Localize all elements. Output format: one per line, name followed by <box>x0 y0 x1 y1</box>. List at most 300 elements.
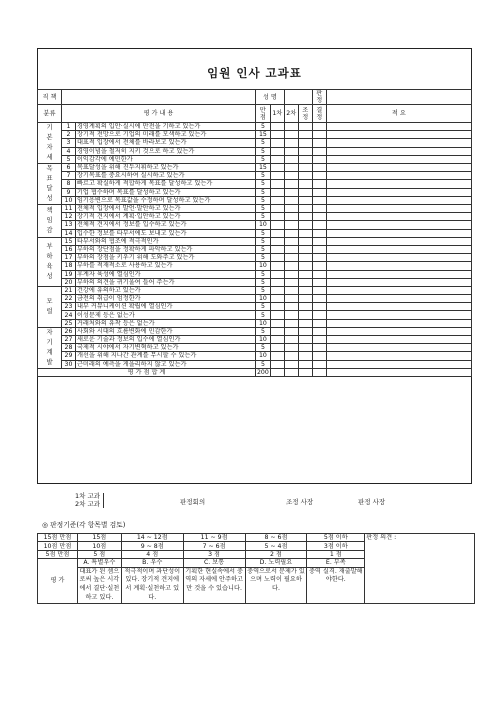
decision-score[interactable] <box>312 262 326 270</box>
item-text: 금전의 취급이 엄정한가 <box>75 295 255 303</box>
decision-score[interactable] <box>312 245 326 253</box>
item-number: 2 <box>61 131 75 139</box>
decision-score[interactable] <box>312 319 326 327</box>
first-score[interactable] <box>270 139 284 147</box>
first-score[interactable] <box>270 336 284 344</box>
remarks-cell[interactable] <box>326 196 471 204</box>
first-score[interactable] <box>270 245 284 253</box>
item-number: 24 <box>61 311 75 319</box>
remarks-cell[interactable] <box>326 205 471 213</box>
remarks-cell[interactable] <box>326 123 471 131</box>
total-remarks[interactable] <box>326 368 471 376</box>
full-score: 5 <box>256 188 271 196</box>
remarks-cell[interactable] <box>326 278 471 286</box>
remarks-cell[interactable] <box>326 229 471 237</box>
category-cell: 목표달성 <box>38 164 62 205</box>
council-label: 판정회의 <box>180 498 206 506</box>
adjust-score[interactable] <box>298 131 312 139</box>
table-row <box>38 205 472 213</box>
full-score: 5 <box>256 172 271 180</box>
grade-cell: E. 부족 <box>307 559 365 567</box>
item-text: 입수한 정보를 타부서에도 보내고 있는가 <box>75 229 255 237</box>
second-score[interactable] <box>284 327 298 335</box>
description-cell: 적극적이며 과단성이 있다. 장기적 견지에서 계획·실천하고 있다. <box>121 567 183 603</box>
adjust-score[interactable] <box>298 303 312 311</box>
criteria-cell: 1 점 <box>307 550 365 558</box>
first-score[interactable] <box>270 123 284 131</box>
adjust-score[interactable] <box>298 295 312 303</box>
first-score[interactable] <box>270 172 284 180</box>
decision-score[interactable] <box>312 344 326 352</box>
second-score[interactable] <box>284 303 298 311</box>
table-row <box>38 278 472 286</box>
criteria-cell: 10점 <box>77 542 121 550</box>
judgment-value[interactable] <box>326 90 471 105</box>
second-score[interactable] <box>284 180 298 188</box>
full-score: 5 <box>256 147 271 155</box>
first-score[interactable] <box>270 278 284 286</box>
adjust-score[interactable] <box>298 311 312 319</box>
adjust-score[interactable] <box>298 205 312 213</box>
adjust-score[interactable] <box>298 270 312 278</box>
first-score[interactable] <box>270 319 284 327</box>
name-label: 성 명 <box>256 90 285 105</box>
second-score[interactable] <box>284 336 298 344</box>
decision-score[interactable] <box>312 221 326 229</box>
criteria-cell: 8 ~ 6점 <box>245 534 307 542</box>
table-row <box>38 344 472 352</box>
adjust-score[interactable] <box>298 352 312 360</box>
table-row <box>38 352 472 360</box>
name-value[interactable] <box>284 90 312 105</box>
item-number: 30 <box>61 360 75 368</box>
item-text: 사회와 시대의 흐름변화에 민감한가 <box>75 327 255 335</box>
full-score: 10 <box>256 336 271 344</box>
second-score[interactable] <box>284 155 298 163</box>
criteria-row <box>38 534 475 542</box>
criteria-cell: 9 ~ 8점 <box>121 542 183 550</box>
remarks-cell[interactable] <box>326 155 471 163</box>
remarks-cell[interactable] <box>326 213 471 221</box>
category-cell: 책임감 <box>38 205 62 238</box>
table-row <box>38 237 472 245</box>
item-text: 경영계획의 입안·실시에 만전을 기하고 있는가 <box>75 123 255 131</box>
item-number: 19 <box>61 270 75 278</box>
full-score: 5 <box>256 278 271 286</box>
first-score[interactable] <box>270 286 284 294</box>
full-score: 5 <box>256 196 271 204</box>
second-score[interactable] <box>284 344 298 352</box>
adjust-score[interactable] <box>298 254 312 262</box>
decision-score[interactable] <box>312 131 326 139</box>
adjust-score[interactable] <box>298 319 312 327</box>
second-score[interactable] <box>284 245 298 253</box>
item-text: 부하를 적재적소로 사용하고 있는가 <box>75 262 255 270</box>
criteria-cell: 3 점 <box>183 550 245 558</box>
remarks-cell[interactable] <box>326 303 471 311</box>
remarks-cell[interactable] <box>326 245 471 253</box>
description-cell: 기획한 현실속에서 중역의 자세에 안주하고 만 것을 수 있습니다. <box>183 567 245 603</box>
second-score[interactable] <box>284 205 298 213</box>
total-score: 200 <box>257 368 269 376</box>
decision-score[interactable] <box>312 237 326 245</box>
first-score[interactable] <box>270 164 284 172</box>
eval-label: 평 가 <box>38 559 78 604</box>
remarks-cell[interactable] <box>326 311 471 319</box>
second-score[interactable] <box>284 311 298 319</box>
remarks-cell[interactable] <box>326 139 471 147</box>
table-row <box>38 123 472 131</box>
first-score[interactable] <box>270 237 284 245</box>
total-row <box>38 368 472 376</box>
full-score: 15 <box>256 131 271 139</box>
full-score: 10 <box>256 352 271 360</box>
table-row <box>38 155 472 163</box>
remarks-cell[interactable] <box>326 352 471 360</box>
first-score[interactable] <box>270 229 284 237</box>
table-row <box>38 245 472 253</box>
table-row <box>38 311 472 319</box>
adjust-score[interactable] <box>298 245 312 253</box>
full-score: 10 <box>256 262 271 270</box>
full-score: 5 <box>256 344 271 352</box>
first-score[interactable] <box>270 221 284 229</box>
full-score: 5 <box>256 180 271 188</box>
first-score[interactable] <box>270 254 284 262</box>
decision-score[interactable] <box>312 352 326 360</box>
second-score[interactable] <box>284 270 298 278</box>
adjust-score[interactable] <box>298 286 312 294</box>
item-text: 부하의 장단점을 정확하게 파악하고 있는가 <box>75 245 255 253</box>
item-number: 16 <box>61 245 75 253</box>
first-score[interactable] <box>270 213 284 221</box>
item-number: 12 <box>61 213 75 221</box>
decision-score[interactable] <box>312 336 326 344</box>
item-text: 전체적 견지에서 정보를 입수하고 있는가 <box>75 221 255 229</box>
criteria-cell: 14 ~ 12점 <box>121 534 183 542</box>
total-decision[interactable] <box>312 368 326 376</box>
remarks-cell[interactable] <box>326 164 471 172</box>
adjust-score[interactable] <box>298 278 312 286</box>
remarks-cell[interactable] <box>326 180 471 188</box>
description-cell: 중역으로서 문제가 있으며 노력이 필요하다. <box>245 567 307 603</box>
remarks-cell[interactable] <box>326 327 471 335</box>
second-score[interactable] <box>284 139 298 147</box>
full-score: 15 <box>256 164 271 172</box>
decision-score[interactable] <box>312 155 326 163</box>
decision-score[interactable] <box>312 295 326 303</box>
item-text: 후계자 육성에 열심인가 <box>75 270 255 278</box>
item-number: 26 <box>61 327 75 335</box>
item-text: 장기목표를 중요시하여 실시하고 있는가 <box>75 172 255 180</box>
col-full-score: 만점 <box>256 105 271 123</box>
item-number: 21 <box>61 286 75 294</box>
table-row <box>38 360 472 368</box>
item-text: 장기적 전망으로 기업의 미래를 모색하고 있는가 <box>75 131 255 139</box>
item-text: 부하의 장점을 키우기 위해 도와주고 있는가 <box>75 254 255 262</box>
table-row <box>38 295 472 303</box>
decision-score[interactable] <box>312 147 326 155</box>
remarks-cell[interactable] <box>326 286 471 294</box>
first-score[interactable] <box>270 270 284 278</box>
first-score[interactable] <box>270 188 284 196</box>
table-row <box>38 270 472 278</box>
item-number: 10 <box>61 196 75 204</box>
first-score[interactable] <box>270 352 284 360</box>
col-remarks: 적 요 <box>326 105 471 123</box>
table-row <box>38 229 472 237</box>
criteria-table <box>37 533 475 604</box>
adjust-score[interactable] <box>298 123 312 131</box>
second-score[interactable] <box>284 188 298 196</box>
appraisal-table <box>37 89 472 377</box>
decision-score[interactable] <box>312 303 326 311</box>
opinion-label: 판정 의견 : <box>366 534 397 541</box>
item-number: 23 <box>61 303 75 311</box>
remarks-cell[interactable] <box>326 295 471 303</box>
table-row <box>38 139 472 147</box>
second-score[interactable] <box>284 213 298 221</box>
decision-score[interactable] <box>312 188 326 196</box>
second-score[interactable] <box>284 147 298 155</box>
decision-score[interactable] <box>312 164 326 172</box>
second-score[interactable] <box>284 295 298 303</box>
first-score[interactable] <box>270 360 284 368</box>
first-score[interactable] <box>270 155 284 163</box>
second-score[interactable] <box>284 352 298 360</box>
item-text: 국제적 시야에서 자기변혁하고 있는가 <box>75 344 255 352</box>
second-score[interactable] <box>284 196 298 204</box>
item-text: 새로운 기술과 정보의 입수에 열심인가 <box>75 336 255 344</box>
second-score[interactable] <box>284 229 298 237</box>
item-number: 11 <box>61 205 75 213</box>
adjust-score[interactable] <box>298 213 312 221</box>
remarks-cell[interactable] <box>326 344 471 352</box>
position-label: 직 책 <box>38 90 62 105</box>
full-score: 5 <box>256 270 271 278</box>
item-number: 5 <box>61 155 75 163</box>
criteria-cell: 3점 이하 <box>307 542 365 550</box>
full-score: 10 <box>256 221 271 229</box>
opinion-cell[interactable] <box>365 534 475 604</box>
first-score[interactable] <box>270 180 284 188</box>
remarks-cell[interactable] <box>326 188 471 196</box>
decision-score[interactable] <box>312 286 326 294</box>
item-text: 장기적 견지에서 계획·입안하고 있는가 <box>75 213 255 221</box>
first-score[interactable] <box>270 196 284 204</box>
adjust-score[interactable] <box>298 139 312 147</box>
total-first[interactable] <box>270 368 284 376</box>
criteria-cell: 15점 만점 <box>38 534 78 542</box>
full-score: 5 <box>256 237 271 245</box>
first-score[interactable] <box>270 303 284 311</box>
decision-score[interactable] <box>312 327 326 335</box>
decision-score[interactable] <box>312 311 326 319</box>
item-text: 타부서와의 협조에 적극적인가 <box>75 237 255 245</box>
adjust-score[interactable] <box>298 360 312 368</box>
grade-cell: A. 특별우수 <box>77 559 121 567</box>
total-second[interactable] <box>284 368 298 376</box>
first-score[interactable] <box>270 262 284 270</box>
col-first: 1차 <box>270 105 284 123</box>
item-text: 목표달성을 위해 진두지휘하고 있는가 <box>75 164 255 172</box>
full-score: 5 <box>256 286 271 294</box>
judge-label: 판정 사장 <box>358 498 386 506</box>
item-text: 이익감각에 예민한가 <box>75 155 255 163</box>
item-number: 14 <box>61 229 75 237</box>
adjust-score[interactable] <box>298 327 312 335</box>
adjust-score[interactable] <box>298 155 312 163</box>
full-score: 5 <box>256 213 271 221</box>
adjust-score[interactable] <box>298 180 312 188</box>
second-score[interactable] <box>284 262 298 270</box>
item-text: 건강에 유의하고 있는가 <box>75 286 255 294</box>
second-score[interactable] <box>284 254 298 262</box>
first-score[interactable] <box>270 311 284 319</box>
remarks-cell[interactable] <box>326 131 471 139</box>
full-score: 10 <box>256 319 271 327</box>
item-number: 7 <box>61 172 75 180</box>
item-text: 거래처와의 유착 등은 없는가 <box>75 319 255 327</box>
adjust-score[interactable] <box>298 164 312 172</box>
page-title: 임원 인사 고과표 <box>207 66 302 80</box>
full-score: 5 <box>256 311 271 319</box>
table-row <box>38 180 472 188</box>
decision-score[interactable] <box>312 270 326 278</box>
item-number: 28 <box>61 344 75 352</box>
table-row <box>38 221 472 229</box>
category-cell: 자기계발 <box>38 327 62 368</box>
table-row <box>38 147 472 155</box>
col-decision: 결정 <box>312 105 326 123</box>
decision-score[interactable] <box>312 172 326 180</box>
total-label: 평 가 점 합 계 <box>38 368 256 376</box>
second-score[interactable] <box>284 319 298 327</box>
item-text: 부하의 의견을 귀기울여 들어 주는가 <box>75 278 255 286</box>
full-score: 5 <box>256 360 271 368</box>
remarks-cell[interactable] <box>326 147 471 155</box>
adjust-score[interactable] <box>298 188 312 196</box>
adjust-score[interactable] <box>298 172 312 180</box>
decision-score[interactable] <box>312 205 326 213</box>
remarks-cell[interactable] <box>326 270 471 278</box>
description-cell: 중역 실격. 재출발해야한다. <box>307 567 365 603</box>
second-score[interactable] <box>284 221 298 229</box>
reviewer-labels <box>75 493 104 508</box>
position-value[interactable] <box>61 90 255 105</box>
col-second: 2차 <box>284 105 298 123</box>
decision-score[interactable] <box>312 180 326 188</box>
adjust-score[interactable] <box>298 229 312 237</box>
table-row <box>38 213 472 221</box>
table-row <box>38 196 472 204</box>
adjust-score[interactable] <box>298 237 312 245</box>
remarks-cell[interactable] <box>326 221 471 229</box>
adjust-score[interactable] <box>298 344 312 352</box>
first-score[interactable] <box>270 327 284 335</box>
item-number: 15 <box>61 237 75 245</box>
grade-cell: B. 우수 <box>121 559 183 567</box>
table-row <box>38 164 472 172</box>
second-score[interactable] <box>284 172 298 180</box>
decision-score[interactable] <box>312 254 326 262</box>
criteria-title: ◎ 판정기준(각 항목별 검토) <box>42 521 126 529</box>
adjust-score[interactable] <box>298 262 312 270</box>
decision-score[interactable] <box>312 229 326 237</box>
table-row <box>38 319 472 327</box>
full-score: 5 <box>256 123 271 131</box>
decision-score[interactable] <box>312 360 326 368</box>
second-score[interactable] <box>284 237 298 245</box>
first-score[interactable] <box>270 344 284 352</box>
judgment-label: 판 정 <box>312 90 326 105</box>
second-review-label: 2차 고과 <box>75 499 101 508</box>
full-score: 5 <box>256 205 271 213</box>
remarks-cell[interactable] <box>326 172 471 180</box>
item-text: 이성문제 등은 없는가 <box>75 311 255 319</box>
category-cell: 부하육성 <box>38 237 62 286</box>
criteria-cell: 5 ~ 4점 <box>245 542 307 550</box>
first-score[interactable] <box>270 131 284 139</box>
decision-score[interactable] <box>312 123 326 131</box>
second-score[interactable] <box>284 360 298 368</box>
criteria-cell: 5점 이하 <box>307 534 365 542</box>
second-score[interactable] <box>284 123 298 131</box>
second-score[interactable] <box>284 278 298 286</box>
item-text: 개선을 위해 지나간 관계를 무시할 수 있는가 <box>75 352 255 360</box>
item-number: 4 <box>61 147 75 155</box>
adjust-score[interactable] <box>298 221 312 229</box>
remarks-cell[interactable] <box>326 360 471 368</box>
second-score[interactable] <box>284 131 298 139</box>
full-score: 5 <box>256 155 271 163</box>
first-score[interactable] <box>270 147 284 155</box>
decision-score[interactable] <box>312 196 326 204</box>
second-score[interactable] <box>284 286 298 294</box>
decision-score[interactable] <box>312 278 326 286</box>
first-score[interactable] <box>270 205 284 213</box>
item-number: 1 <box>61 123 75 131</box>
decision-score[interactable] <box>312 139 326 147</box>
item-number: 8 <box>61 180 75 188</box>
item-text: 임기응변으로 목표값을 수정하며 달성하고 있는가 <box>75 196 255 204</box>
adjust-score[interactable] <box>298 196 312 204</box>
item-number: 3 <box>61 139 75 147</box>
table-row <box>38 131 472 139</box>
remarks-cell[interactable] <box>326 319 471 327</box>
remarks-cell[interactable] <box>326 237 471 245</box>
remarks-cell[interactable] <box>326 336 471 344</box>
first-score[interactable] <box>270 295 284 303</box>
decision-score[interactable] <box>312 213 326 221</box>
item-text: 근미래의 예측을 게을리하지 않고 있는가 <box>75 360 255 368</box>
full-score: 5 <box>256 245 271 253</box>
criteria-cell: 11 ~ 9점 <box>183 534 245 542</box>
remarks-cell[interactable] <box>326 262 471 270</box>
item-text: 내부 커뮤니케이션 확립에 열심인가 <box>75 303 255 311</box>
second-score[interactable] <box>284 164 298 172</box>
criteria-cell: 15점 <box>77 534 121 542</box>
column-header-row <box>38 105 472 123</box>
adjust-score[interactable] <box>298 147 312 155</box>
table-row <box>38 303 472 311</box>
grade-cell: C. 보통 <box>183 559 245 567</box>
criteria-cell: 7 ~ 6점 <box>183 542 245 550</box>
adjust-score[interactable] <box>298 336 312 344</box>
total-adjust[interactable] <box>298 368 312 376</box>
remarks-cell[interactable] <box>326 254 471 262</box>
full-score: 10 <box>256 295 271 303</box>
